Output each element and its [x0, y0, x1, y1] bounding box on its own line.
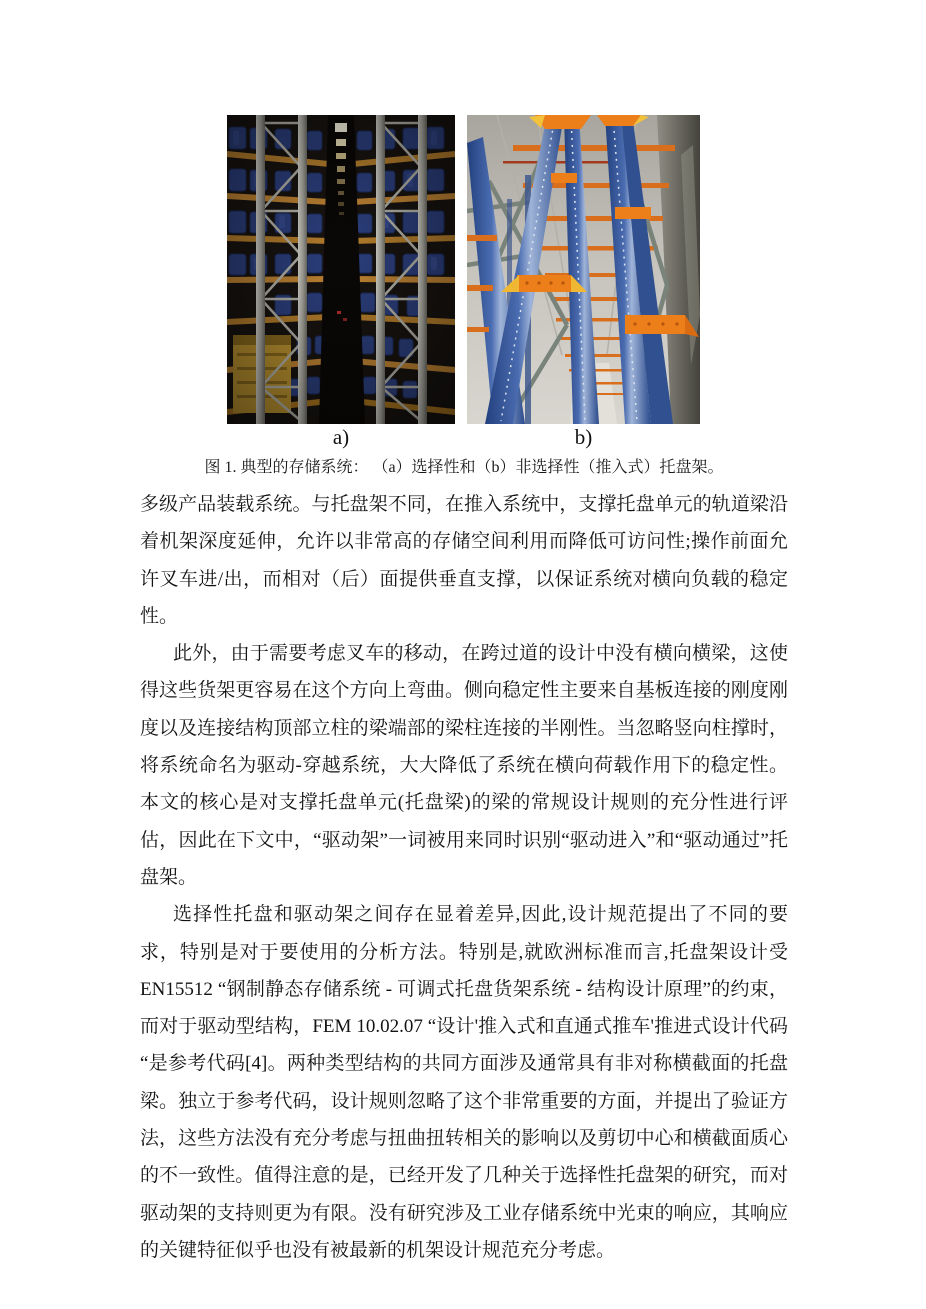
body-text: [140, 486, 788, 1269]
figure-row: [227, 115, 700, 424]
selective-rack-photo-art: [227, 115, 455, 424]
paragraph-2: 此外，由于需要考虑叉车的移动，在跨过道的设计中没有横向横梁，这使得这些货架更容易在这个方向上弯曲。侧向稳定性主要来自基板连接的刚度刚度以及连接结构顶部立柱的梁端部的梁柱连接的半刚性。当忽略竖向柱撑时，将系统命名为驱动-穿越系统，大大降低了系统在横向荷载作用下的稳定性。本文的核心是对支撑托盘单元(托盘梁)的梁的常规设计规则的充分性进行评估，因此在下文中，“驱动架”一词被用来同时识别“驱动进入”和“驱动通过”托盘架。: [140, 643, 788, 888]
paragraph-1: 多级产品装载系统。与托盘架不同，在推入系统中，支撑托盘单元的轨道梁沿着机架深度延伸，允许以非常高的存储空间利用而降低可访问性;操作前面允许叉车进/出，而相对（后）面提供垂直支撑，以保证系统对横向负载的稳定性。: [140, 494, 788, 627]
figure-label-a: a): [332, 425, 350, 449]
figure-labels-row: [227, 425, 700, 449]
drive-in-rack-photo: [467, 115, 700, 424]
drive-in-rack-photo-art: [467, 115, 700, 424]
paragraph-3: 选择性托盘和驱动架之间存在显着差异,因此,设计规范提出了不同的要求，特别是对于要使用的分析方法。特别是,就欧洲标准而言,托盘架设计受 EN15512 “钢制静态存储系统 - 可调式托盘货架系统 - 结构设计原理”的约束，而对于驱动型结构，FEM 10.02.07 “设计'推入式和直通式推车'推进式设计代码 “是参考代码[4]。两种类型结构的共同方面涉及通常具有非对称横截面的托盘梁。独立于参考代码，设计规则忽略了这个非常重要的方面，并提出了验证方法，这些方法没有充分考虑与扭曲扭转相关的影响以及剪切中心和横截面质心的不一致性。值得注意的是，已经开发了几种关于选择性托盘架的研究，而对驱动架的支持则更为有限。没有研究涉及工业存储系统中光束的响应，其响应的关键特征似乎也没有被最新的机架设计规范充分考虑。: [140, 904, 788, 1261]
figure-caption: 图 1. 典型的存储系统： （a）选择性和（b）非选择性（推入式）托盘架。: [204, 459, 724, 476]
selective-rack-photo: [227, 115, 455, 424]
figure-label-b: b): [574, 425, 593, 449]
